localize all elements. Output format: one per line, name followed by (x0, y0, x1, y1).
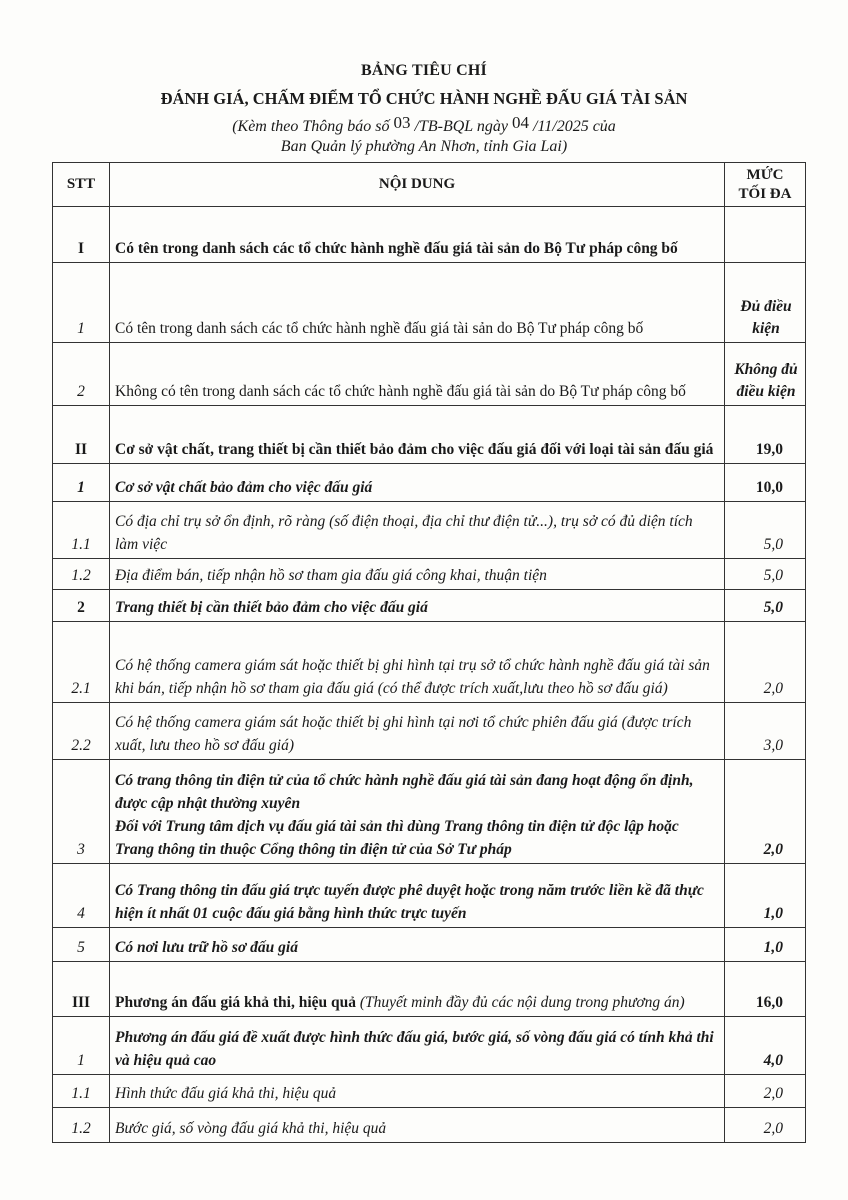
row-value: 5,0 (725, 559, 806, 590)
table-header-row (53, 163, 806, 207)
row-stt: II (53, 406, 110, 464)
reference-suffix: /11/2025 của (529, 118, 616, 135)
row-value: 16,0 (725, 962, 806, 1017)
row-stt: 1 (53, 464, 110, 502)
row-content: Có hệ thống camera giám sát hoặc thiết bị ghi hình tại trụ sở tổ chức hành nghề đấu giá tài sản khi bán, tiếp nhận hồ sơ tham gia đấu giá (có thể được trích xuất,lưu theo hồ sơ đấu giá) (110, 622, 725, 703)
table-row (53, 1108, 806, 1143)
column-header-stt: STT (53, 163, 110, 207)
row-content: Cơ sở vật chất, trang thiết bị cần thiết bảo đảm cho việc đấu giá đối với loại tài sản đấu giá (110, 406, 725, 464)
row-content: Địa điểm bán, tiếp nhận hồ sơ tham gia đấu giá công khai, thuận tiện (110, 559, 725, 590)
row-value: 10,0 (725, 464, 806, 502)
row-content (110, 962, 725, 1017)
table-row (53, 928, 806, 962)
row-content-part2: Đối với Trung tâm dịch vụ đấu giá tài sản thì dùng Trang thông tin điện tử độc lập hoặc Trang thông tin thuộc Cổng thông tin điện tử của Sở Tư pháp (115, 818, 679, 858)
row-content: Có tên trong danh sách các tổ chức hành nghề đấu giá tài sản do Bộ Tư pháp công bố (110, 207, 725, 263)
row-content: Phương án đấu giá đề xuất được hình thức đấu giá, bước giá, số vòng đấu giá có tính khả thi và hiệu quả cao (110, 1017, 725, 1075)
row-content: Bước giá, số vòng đấu giá khả thi, hiệu quả (110, 1108, 725, 1143)
row-stt: 1.1 (53, 502, 110, 559)
row-stt: I (53, 207, 110, 263)
row-content: Hình thức đấu giá khả thi, hiệu quả (110, 1075, 725, 1108)
row-content: Trang thiết bị cần thiết bảo đảm cho việc đấu giá (110, 590, 725, 622)
table-row (53, 502, 806, 559)
table-row (53, 1017, 806, 1075)
row-stt: 1 (53, 263, 110, 343)
row-stt: 4 (53, 864, 110, 928)
row-stt: 5 (53, 928, 110, 962)
row-value: 2,0 (725, 622, 806, 703)
row-value: 19,0 (725, 406, 806, 464)
row-value: 5,0 (725, 502, 806, 559)
row-value (725, 207, 806, 263)
table-row (53, 207, 806, 263)
column-header-content: NỘI DUNG (110, 163, 725, 207)
row-content: Không có tên trong danh sách các tổ chức hành nghề đấu giá tài sản do Bộ Tư pháp công bố (110, 343, 725, 406)
reference-mid: /TB-BQL ngày (410, 118, 512, 135)
table-row (53, 464, 806, 502)
table-row (53, 263, 806, 343)
document-reference (0, 113, 848, 136)
row-value: 2,0 (725, 1108, 806, 1143)
row-value: 1,0 (725, 928, 806, 962)
row-stt: 3 (53, 760, 110, 864)
table-row (53, 406, 806, 464)
row-stt: III (53, 962, 110, 1017)
row-content: Có nơi lưu trữ hồ sơ đấu giá (110, 928, 725, 962)
row-stt: 2.2 (53, 703, 110, 760)
row-stt: 1.2 (53, 559, 110, 590)
table-row (53, 1075, 806, 1108)
row-stt: 2 (53, 343, 110, 406)
table-row (53, 760, 806, 864)
row-content: Có hệ thống camera giám sát hoặc thiết bị ghi hình tại nơi tổ chức phiên đấu giá (được trích xuất, lưu theo hồ sơ đấu giá) (110, 703, 725, 760)
max-score-line1: MỨC (746, 166, 784, 183)
table-row (53, 559, 806, 590)
max-score-line2: TỐI ĐA (738, 185, 792, 202)
issuing-authority: Ban Quản lý phường An Nhơn, tỉnh Gia Lai) (280, 138, 568, 155)
row-value: Không đủ điều kiện (725, 343, 806, 406)
row-value: Đủ điều kiện (725, 263, 806, 343)
row-value: 5,0 (725, 590, 806, 622)
row-stt: 2.1 (53, 622, 110, 703)
reference-prefix: (Kèm theo Thông báo số (232, 118, 394, 135)
table-row (53, 864, 806, 928)
row-stt: 1.1 (53, 1075, 110, 1108)
row-content (110, 760, 725, 864)
criteria-table (52, 162, 806, 1143)
table-row (53, 590, 806, 622)
row-content-bold: Phương án đấu giá khả thi, hiệu quả (115, 994, 357, 1011)
row-content: Có tên trong danh sách các tổ chức hành nghề đấu giá tài sản do Bộ Tư pháp công bố (110, 263, 725, 343)
table-row (53, 343, 806, 406)
row-value: 3,0 (725, 703, 806, 760)
row-stt: 2 (53, 590, 110, 622)
row-value: 2,0 (725, 1075, 806, 1108)
row-content-note: (Thuyết minh đầy đủ các nội dung trong phương án) (356, 994, 685, 1011)
table-row (53, 622, 806, 703)
row-stt: 1.2 (53, 1108, 110, 1143)
row-value: 4,0 (725, 1017, 806, 1075)
table-row (53, 962, 806, 1017)
row-content: Có địa chỉ trụ sở ổn định, rõ ràng (số điện thoại, địa chỉ thư điện tử...), trụ sở có đủ diện tích làm việc (110, 502, 725, 559)
row-stt: 1 (53, 1017, 110, 1075)
document-subtitle: ĐÁNH GIÁ, CHẤM ĐIỂM TỔ CHỨC HÀNH NGHỀ ĐẤU GIÁ TÀI SẢN (160, 89, 688, 108)
row-value: 2,0 (725, 760, 806, 864)
row-content: Có Trang thông tin đấu giá trực tuyến được phê duyệt hoặc trong năm trước liền kề đã thực hiện ít nhất 01 cuộc đấu giá bằng hình thức trực tuyến (110, 864, 725, 928)
column-header-max-score (725, 163, 806, 207)
row-content: Cơ sở vật chất bảo đảm cho việc đấu giá (110, 464, 725, 502)
notice-number: 03 (393, 113, 411, 132)
row-content-part1: Có trang thông tin điện tử của tổ chức hành nghề đấu giá tài sản đang hoạt động ổn định, được cập nhật thường xuyên (115, 772, 694, 812)
row-value: 1,0 (725, 864, 806, 928)
document-title: BẢNG TIÊU CHÍ (361, 62, 487, 79)
notice-day: 04 (512, 113, 529, 132)
table-row (53, 703, 806, 760)
